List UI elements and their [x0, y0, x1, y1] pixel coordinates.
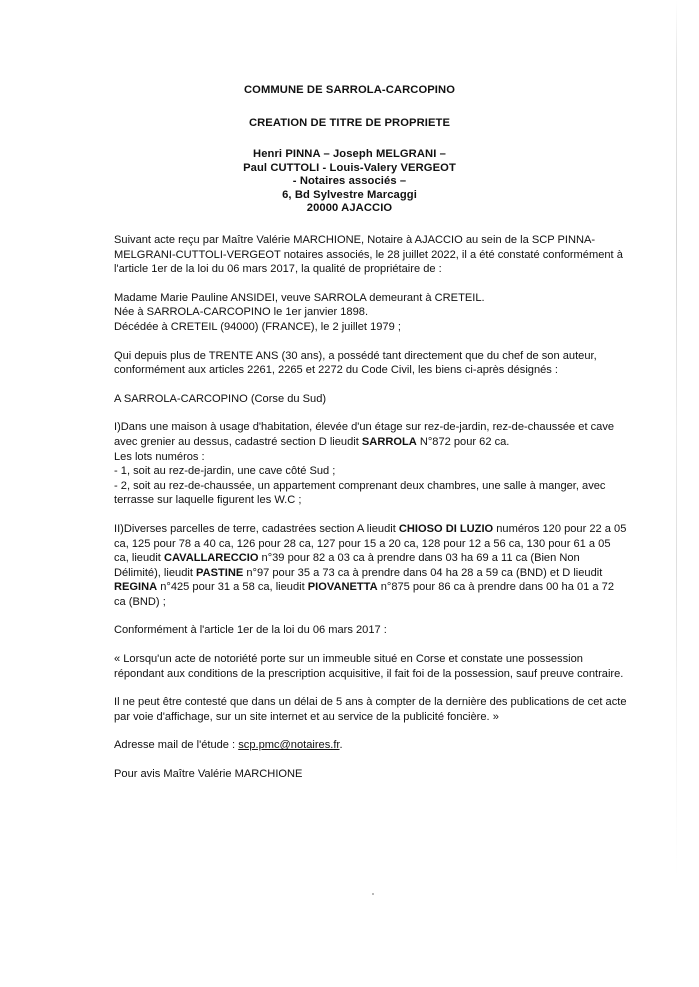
notary-city: 20000 AJACCIO: [306, 202, 393, 214]
location-line: A SARROLA-CARCOPINO (Corse du Sud): [114, 392, 327, 405]
section-two-text-c: n°39 pour 82 a 03 ca à prendre dans 03 ha 69 a 11 ca (Bien Non Délimité), lieudit: [114, 552, 580, 579]
email-line: [114, 738, 628, 753]
lieudit-regina: REGINA: [114, 581, 158, 594]
email-label: Adresse mail de l'étude :: [114, 739, 239, 752]
header-gap-2: [0, 130, 699, 148]
section-two-text-a: II)Diverses parcelles de terre, cadastrées section A lieudit: [114, 522, 399, 535]
lieudit-sarrola: SARROLA: [361, 435, 417, 448]
header-commune: COMMUNE DE SARROLA-CARCOPINO: [243, 84, 455, 96]
email-suffix: .: [339, 739, 343, 752]
section-one-text-a: I)Dans une maison à usage d'habitation, élevée d'un étage sur rez-de-jardin, rez-de-chaussée et cave avec grenier au dessus, cadastré section D lieudit: [114, 421, 615, 448]
document-body: [114, 233, 628, 796]
lot-item-1: - 1, soit au rez-de-jardin, une cave côté Sud ;: [114, 465, 336, 478]
lieudit-cavallareccio: CAVALLARECCIO: [163, 552, 259, 565]
section-two-text-d: n°97 pour 35 a 73 ca à prendre dans 04 ha 28 a 59 ca (BND) et D lieudit: [243, 566, 603, 579]
document-header: [0, 84, 699, 216]
owner-line-2: Née à SARROLA-CARCOPINO le 1er janvier 1898.: [114, 306, 369, 319]
lots-header: Les lots numéros :: [114, 450, 205, 463]
possession-paragraph: Qui depuis plus de TRENTE ANS (30 ans), a possédé tant directement que du chef de son auteur, conformément aux articles 2261, 2265 et 2272 du Code Civil, les biens ci-après désignés :: [114, 349, 597, 377]
email-address-link[interactable]: scp.pmc@notaires.fr: [238, 739, 340, 752]
lieudit-piovanetta: PIOVANETTA: [307, 581, 378, 594]
signature-line: Pour avis Maître Valérie MARCHIONE: [114, 768, 303, 781]
owner-line-3: Décédée à CRETEIL (94000) (FRANCE), le 2 juillet 1979 ;: [114, 320, 401, 333]
section-two-description: [114, 522, 628, 610]
conformity-line: Conformément à l'article 1er de la loi du 06 mars 2017 :: [114, 624, 387, 637]
notary-association-label: - Notaires associés –: [292, 175, 407, 187]
legal-quote-paragraph-1: « Lorsqu'un acte de notoriété porte sur un immeuble situé en Corse et constate une possession répondant aux conditions de la prescription acquisitive, il fait foi de la possession, sauf preuve contraire.: [114, 653, 624, 680]
lieudit-pastine: PASTINE: [196, 566, 244, 579]
scan-speck: [372, 893, 374, 895]
legal-quote-paragraph-2: Il ne peut être contesté que dans un délai de 5 ans à compter de la dernière des publications de cet acte par voie d'affichage, sur un site internet et au service de la publicité foncière. »: [114, 696, 627, 723]
lot-item-2: - 2, soit au rez-de-chaussée, un appartement comprenant deux chambres, une salle à manger, avec terrasse sur laquelle figurent les W.C ;: [114, 479, 606, 507]
notary-names-line-2: Paul CUTTOLI - Louis-Valery VERGEOT: [243, 161, 456, 174]
lieudit-chioso-di-luzio: CHIOSO DI LUZIO: [398, 522, 494, 535]
header-gap-1: [0, 98, 699, 117]
intro-paragraph: Suivant acte reçu par Maître Valérie MARCHIONE, Notaire à AJACCIO au sein de la SCP PINNA-MELGRANI-CUTTOLI-VERGEOT notaires associés, le 28 juillet 2022, il a été constaté conformément à l'article 1er de la loi du 06 mars 2017, la qualité de propriétaire de :: [114, 234, 623, 276]
page-title: CREATION DE TITRE DE PROPRIETE: [248, 116, 451, 129]
section-two-text-f: n°875 pour 86 ca à prendre dans 00 ha 01 a 72 ca (BND) ;: [114, 581, 614, 608]
section-one-text-b: N°872 pour 62 ca.: [416, 435, 510, 448]
section-two-text-b: numéros 120 pour 22 a 05 ca, 125 pour 78 a 40 ca, 126 pour 28 ca, 127 pour 15 a 20 ca, 128 pour 12 a 56 ca, 130 pour 61 a 05 ca, lieudit: [114, 522, 627, 565]
section-two-text-e: n°425 pour 31 a 58 ca, lieudit: [157, 581, 308, 594]
notary-street-address: 6, Bd Sylvestre Marcaggi: [282, 188, 417, 201]
owner-line-1: Madame Marie Pauline ANSIDEI, veuve SARROLA demeurant à CRETEIL.: [114, 291, 485, 304]
notary-names-line-1: Henri PINNA – Joseph MELGRANI –: [253, 148, 446, 160]
section-one-description: [114, 420, 628, 449]
